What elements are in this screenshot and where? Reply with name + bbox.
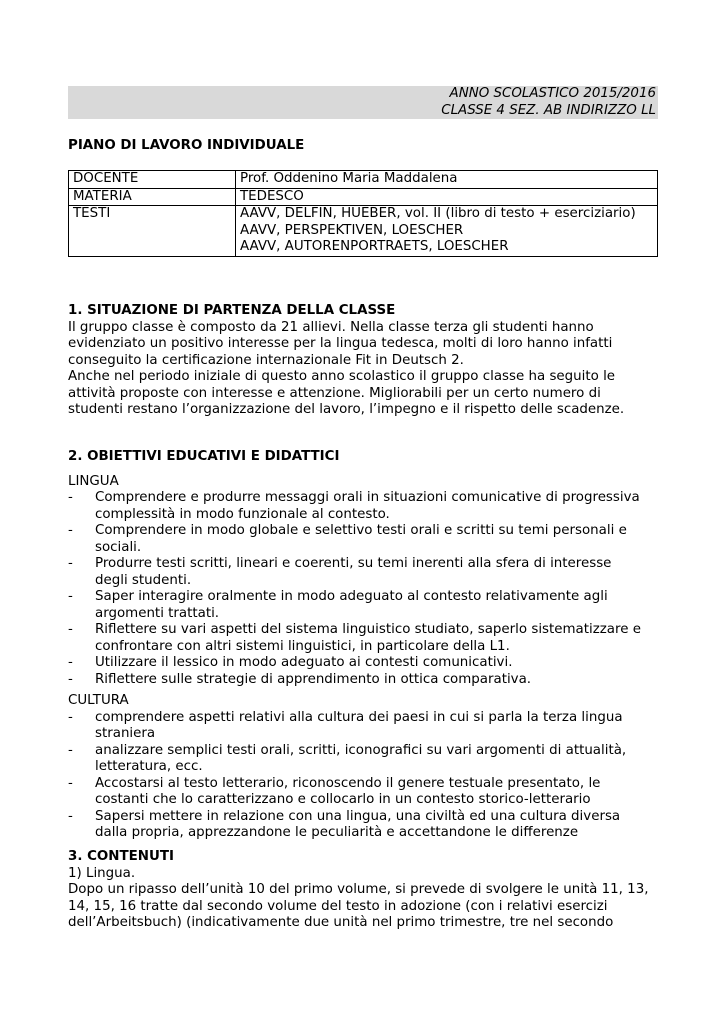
list-item: - Riflettere su vari aspetti del sistema linguistico studiato, saperlo sistematizzare e confrontare con altri sistemi linguistici, in particolare della L1. [68,622,668,655]
class-section: CLASSE 4 SEZ. AB INDIRIZZO LL [441,102,656,118]
value-line: Prof. Oddenino Maria Maddalena [240,171,458,186]
list-item: - Accostarsi al testo letterario, riconoscendo il genere testuale presentato, le costanti che lo caratterizzano e collocarlo in un contesto storico-letterario [68,776,668,809]
row-label: MATERIA [69,188,236,206]
value-line: AAVV, PERSPEKTIVEN, LOESCHER [240,222,464,238]
list-item: - analizzare semplici testi orali, scritti, iconografici su vari argomenti di attualità, letteratura, ecc. [68,743,668,776]
text-line: Anche nel periodo iniziale di questo anno scolastico il gruppo classe ha seguito le [68,369,616,384]
list-item: - comprendere aspetti relativi alla cultura dei paesi in cui si parla la terza lingua straniera [68,710,668,743]
cultura-objectives-list [68,710,668,842]
text-line: Dopo un ripasso dell’unità 10 del primo volume, si prevede di svolgere le unità 11, 13, [68,882,649,897]
text-line: evidenziato un positivo interesse per la lingua tedesca, molti di loro hanno infatti [68,336,613,351]
document-title: PIANO DI LAVORO INDIVIDUALE [68,138,305,153]
section-heading: 3. CONTENUTI [68,849,174,864]
subsection-label-cultura: CULTURA [68,693,129,708]
list-item: - Utilizzare il lessico in modo adeguato ai contesti comunicativi. [68,655,668,672]
section-heading: 1. SITUAZIONE DI PARTENZA DELLA CLASSE [68,303,396,318]
value-line: TEDESCO [240,188,304,204]
value-line: AAVV, DELFIN, HUEBER, vol. II (libro di testo + eserciziario) [240,206,636,221]
section-heading: 2. OBIETTIVI EDUCATIVI E DIDATTICI [68,449,340,464]
table-row [69,171,658,189]
list-item: - Saper interagire oralmente in modo adeguato al contesto relativamente agli argomenti trattati. [68,589,668,622]
row-value [236,171,658,189]
list-item: - Produrre testi scritti, lineari e coerenti, su temi inerenti alla sfera di interesse degli studenti. [68,556,668,589]
value-line: AAVV, AUTORENPORTRAETS, LOESCHER [240,239,509,254]
row-label: TESTI [69,206,236,257]
subsection-label-lingua: LINGUA [68,473,119,489]
table-row [69,206,658,257]
info-table [68,170,658,257]
section-objectives [68,449,668,842]
list-item: - Comprendere e produrre messaggi orali in situazioni comunicative di progressiva complessità in modo funzionale al contesto. [68,490,668,523]
text-line: studenti restano l’organizzazione del lavoro, l’impegno e il rispetto delle scadenze. [68,402,625,417]
section-contents [68,849,668,932]
table-row [69,188,658,206]
text-line: attività proposte con interesse e attenzione. Migliorabili per un certo numero di [68,385,601,401]
section-starting-situation [68,303,668,419]
list-item: - Riflettere sulle strategie di apprendimento in ottica comparativa. [68,672,668,689]
list-item: - Comprendere in modo globale e selettivo testi orali e scritti su temi personali e sociali. [68,523,668,556]
lingua-objectives-list [68,490,668,688]
text-line: conseguito la certificazione internazionale Fit in Deutsch 2. [68,352,464,368]
text-line: 1) Lingua. [68,865,136,881]
text-line: 14, 15, 16 tratte dal secondo volume del testo in adozione (con i relativi esercizi [68,898,608,914]
school-year: ANNO SCOLASTICO 2015/2016 [449,86,656,101]
row-label: DOCENTE [69,171,236,189]
row-value [236,206,658,257]
row-value [236,188,658,206]
text-line: dell’Arbeitsbuch) (indicativamente due unità nel primo trimestre, tre nel secondo [68,915,614,930]
text-line: Il gruppo classe è composto da 21 allievi. Nella classe terza gli studenti hanno [68,319,594,335]
list-item: - Sapersi mettere in relazione con una lingua, una civiltà ed una cultura diversa dalla propria, apprezzandone le peculiarità e accettandone le differenze [68,809,668,842]
document-header [68,86,658,119]
